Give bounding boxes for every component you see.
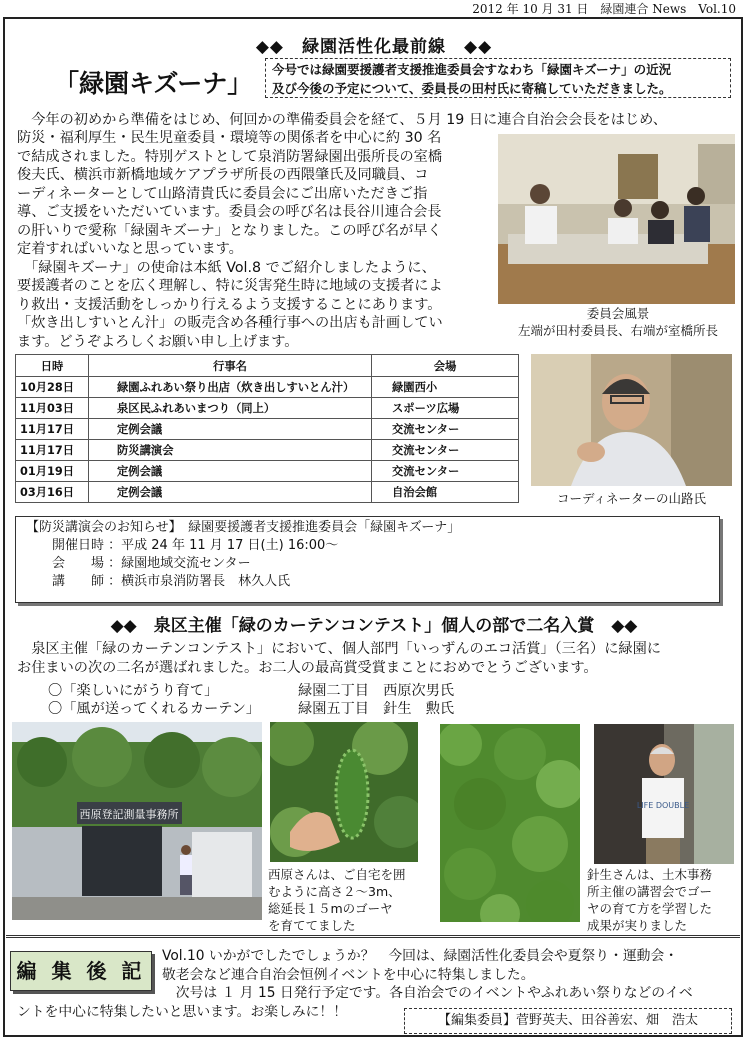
intro-line: 今号では緑園要援護者支援推進委員会すなわち「緑園キズーナ」の近況: [272, 62, 672, 77]
cell-venue: 交流センター: [372, 461, 519, 482]
winner-1-address: 緑園二丁目 西原次男氏: [298, 683, 455, 699]
table-row: [16, 482, 519, 503]
body-line: 泉区主催「緑のカーテンコンテスト」において、個人部門「いっずんのエコ活賞」（三名）に緑園に: [17, 641, 661, 657]
caption-line: 委員会風景: [586, 306, 650, 321]
cell-date: 11月03日: [16, 398, 89, 419]
cell-date: 01月19日: [16, 461, 89, 482]
body-line: り救出・支援活動をしっかり行えるよう支援することにあります。: [17, 296, 442, 313]
caption-line: を育ててました: [268, 918, 356, 933]
cell-date: 10月28日: [16, 377, 89, 398]
events-table: [15, 354, 519, 503]
body-line: ーディネーターとして山路清貴氏に委員会にご出席いただきご指: [17, 185, 428, 202]
caption-line: 針生さんは、土木事務: [587, 867, 713, 882]
notice-line: 開催日時 ：平成 24 年 11 月 17 日(土) 16:00～: [26, 538, 339, 553]
winner-1-title: 〇「楽しいにがうり育て」: [48, 683, 219, 699]
col-header-date: 日時: [16, 355, 89, 377]
article-body: [17, 129, 497, 351]
winner-2-title: 〇「風が送ってくれるカーテン」: [48, 701, 261, 717]
editor-last-line: ントを中心に特集したいと思います。お楽しみに！！: [17, 1004, 348, 1020]
body-line: の肝いりで愛称「緑園キズーナ」となりました。この呼び名が早く: [17, 222, 442, 239]
shirt-print: LIFE DOUBLE: [636, 801, 690, 810]
body-line: で結成されました。特別ゲストとして泉消防署緑園出張所長の室橋: [17, 148, 443, 165]
body-line: ます。どうぞよろしくお願い申し上げます。: [17, 333, 299, 350]
editorial-members: 【編集委員】菅野英夫、田谷善宏、畑 浩太: [404, 1008, 732, 1034]
editor-line: 次号は １ 月 15 日発行予定です。各自治会でのイベントやふれあい祭りなどのイベ: [162, 985, 693, 1001]
body-line: 防災・福利厚生・民生児童委員・環境等の関係者を中心に約 30 名: [17, 130, 442, 146]
cell-venue: 交流センター: [372, 440, 519, 461]
kizuna-heading: 「緑園キズーナ」: [54, 69, 253, 98]
editor-divider: [6, 935, 740, 938]
editor-line: Vol.10 いかがでしたでしょうか？ 今回は、緑園活性化委員会や夏祭り・運動会・: [162, 948, 679, 964]
cell-venue: 交流センター: [372, 419, 519, 440]
cell-venue: 自治会館: [372, 482, 519, 503]
cell-date: 11月17日: [16, 440, 89, 461]
building-sign: 西原登記測量事務所: [79, 808, 179, 821]
table-row: [16, 377, 519, 398]
notice-line: 講 師 ：横浜市泉消防署長 林久人氏: [26, 574, 291, 589]
cell-event: 防災講演会: [89, 440, 372, 461]
photo1-caption: [498, 305, 738, 339]
caption-line: 左端が田村委員長、右端が室橋所長: [517, 323, 718, 338]
green-curtain-photo: [440, 724, 580, 922]
hariu-caption: [587, 866, 737, 934]
cell-date: 11月17日: [16, 419, 89, 440]
table-row: [16, 398, 519, 419]
editor-line: 敬老会など連合自治会恒例イベントを中心に特集しました。: [162, 966, 535, 983]
body-line: 導、ご支援をいただいています。委員会の呼び名は長谷川連合会長: [17, 204, 442, 220]
body-line: 今年の初めから準備をはじめ、何回かの準備委員会を経て、５月 19 日に連合自治会会長をはじめ、: [17, 112, 667, 128]
caption-line: 総延長１５mのゴーヤ: [268, 901, 393, 916]
caption-line: ヤの育て方を学習した: [587, 901, 713, 916]
caption-line: 成果が実りました: [587, 918, 688, 933]
photo2-caption: コーディネーターの山路氏: [556, 491, 706, 506]
cell-event: 定例会議: [89, 461, 372, 482]
body-line: 定着すればいいなと思っています。: [17, 241, 243, 257]
editor-note-body: [162, 947, 738, 1003]
committee-meeting-photo: [498, 134, 735, 304]
section1-title: ◆◆ 緑園活性化最前線 ◆◆: [255, 37, 493, 57]
body-line: 要援護者のことを広く理解し、特に災害発生時に地域の支援者によ: [17, 278, 443, 294]
body-line: 「緑園キズーナ」の使命は本紙 Vol.8 でご紹介しましたように、: [17, 259, 436, 276]
intro-line: 及び今後の予定について、委員長の田村氏に寄稿していただきました。: [272, 81, 672, 96]
cell-venue: スポーツ広場: [372, 398, 519, 419]
table-row: [16, 440, 519, 461]
article-body-top: [17, 111, 737, 130]
col-header-event: 行事名: [89, 355, 372, 377]
section2-title: ◆◆ 泉区主催「緑のカーテンコンテスト」個人の部で二名入賞 ◆◆: [110, 616, 638, 636]
cell-event: 泉区民ふれあいまつり（同上）: [89, 398, 372, 419]
editor-note-label: 編 集 後 記: [10, 951, 152, 991]
cell-venue: 緑園西小: [372, 377, 519, 398]
notice-line: 【防災講演会のお知らせ】 緑園要援護者支援推進委員会「緑園キズーナ」: [26, 520, 461, 535]
col-header-venue: 会場: [372, 355, 519, 377]
cell-event: 緑園ふれあい祭り出店（炊き出しすいとん汁）: [89, 377, 372, 398]
body-line: 俊夫氏、横浜市新橋地域ケアプラザ所長の西隈肇氏及同職員、コ: [17, 167, 429, 183]
nishihara-caption: [268, 866, 428, 934]
body-line: お住まいの次の二名が選ばれました。お二人の最高賞受賞まことにおめでとうございます。: [17, 659, 598, 676]
table-row: [16, 461, 519, 482]
section2-body: [17, 640, 737, 677]
table-row: [16, 419, 519, 440]
caption-line: むように高さ２～3m、: [268, 884, 401, 899]
cell-date: 03月16日: [16, 482, 89, 503]
caption-line: 西原さんは、ご自宅を囲: [268, 867, 406, 882]
nishihara-house-photo: [12, 722, 262, 920]
goya-photo: [270, 722, 418, 862]
winner-2-address: 緑園五丁目 針生 勲氏: [298, 701, 455, 717]
coordinator-photo: [531, 354, 732, 486]
disaster-lecture-notice: [15, 516, 720, 603]
cell-event: 定例会議: [89, 482, 372, 503]
notice-line: 会 場 ：緑園地域交流センター: [26, 556, 251, 571]
body-line: 「炊き出しすいとん汁」の販売含め各種行事への出店も計画してい: [17, 315, 443, 331]
issue-date-header: 2012 年 10 月 31 日 緑園連合 News Vol.10: [472, 2, 736, 16]
intro-box: [265, 58, 731, 98]
hariu-photo: [594, 724, 734, 864]
cell-event: 定例会議: [89, 419, 372, 440]
caption-line: 所主催の講習会でゴー: [587, 884, 713, 899]
table-header-row: [16, 355, 519, 377]
